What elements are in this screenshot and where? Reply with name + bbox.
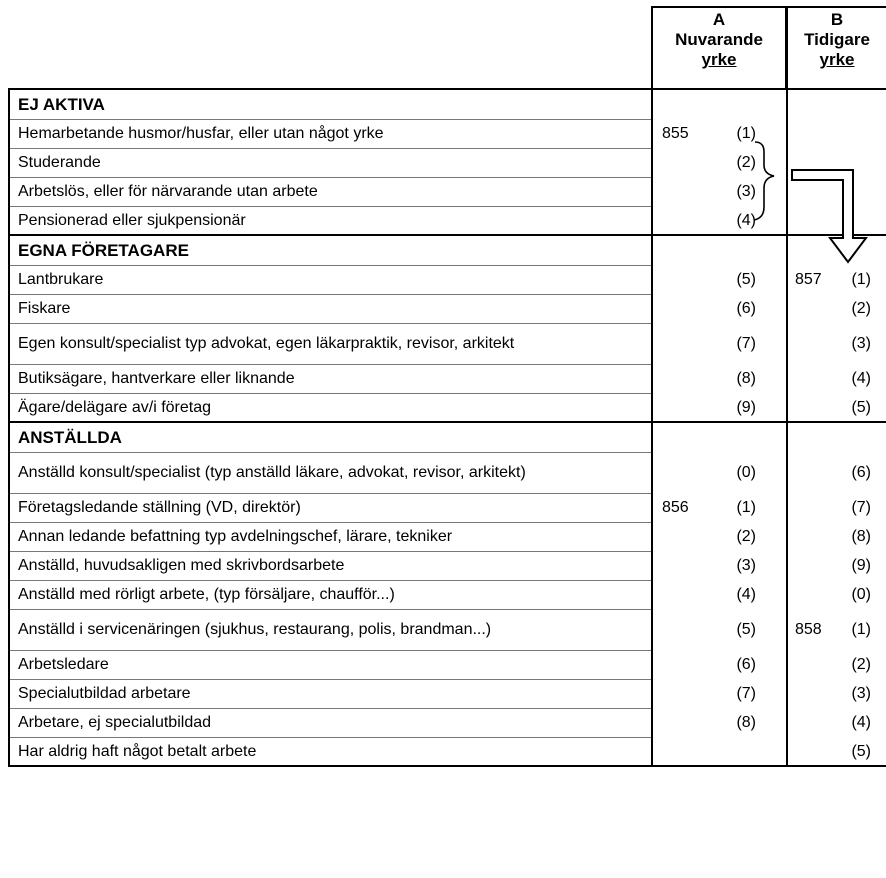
answer-code: (7) xyxy=(736,335,756,352)
row-label: Annan ledande befattning typ avdelningschef, lärare, tekniker xyxy=(9,522,652,551)
answer-code: (3) xyxy=(851,335,871,352)
answer-code: (5) xyxy=(736,271,756,288)
row-label: Butiksägare, hantverkare eller liknande xyxy=(9,364,652,393)
column-a-cell[interactable] xyxy=(652,708,787,737)
table-row xyxy=(9,452,886,493)
column-b-cell[interactable] xyxy=(787,364,886,393)
column-a-cell[interactable] xyxy=(652,393,787,422)
answer-code: (7) xyxy=(851,499,871,516)
table-row xyxy=(9,679,886,708)
column-a-cell[interactable] xyxy=(652,323,787,364)
column-a-cell[interactable] xyxy=(652,206,787,235)
table-row xyxy=(9,177,886,206)
variable-code: 855 xyxy=(662,125,689,142)
column-a-cell[interactable] xyxy=(652,177,787,206)
answer-code: (0) xyxy=(736,464,756,481)
answer-code: (2) xyxy=(736,154,756,171)
answer-code: (6) xyxy=(736,300,756,317)
table-row xyxy=(9,708,886,737)
column-a-cell[interactable] xyxy=(652,265,787,294)
answer-code: (6) xyxy=(736,656,756,673)
answer-code: (4) xyxy=(851,370,871,387)
column-b-cell[interactable] xyxy=(787,609,886,650)
variable-code: 856 xyxy=(662,499,689,516)
column-b-cell[interactable] xyxy=(787,323,886,364)
column-a-cell[interactable] xyxy=(652,119,787,148)
row-label: Har aldrig haft något betalt arbete xyxy=(9,737,652,766)
column-a-cell[interactable] xyxy=(652,522,787,551)
table-row xyxy=(9,294,886,323)
column-b-cell[interactable] xyxy=(787,294,886,323)
answer-code: (3) xyxy=(736,557,756,574)
column-b-cell[interactable] xyxy=(787,580,886,609)
answer-code: (2) xyxy=(851,300,871,317)
answer-code: (4) xyxy=(736,586,756,603)
row-label: Hemarbetande husmor/husfar, eller utan något yrke xyxy=(9,119,652,148)
column-a-cell[interactable] xyxy=(652,580,787,609)
table-row xyxy=(9,551,886,580)
column-b-cell xyxy=(787,89,886,119)
row-label: Fiskare xyxy=(9,294,652,323)
column-b-cell xyxy=(787,206,886,235)
answer-code: (2) xyxy=(736,528,756,545)
row-label: Arbetsledare xyxy=(9,650,652,679)
column-a-cell[interactable] xyxy=(652,551,787,580)
answer-code: (6) xyxy=(851,464,871,481)
table-row xyxy=(9,119,886,148)
column-b-cell[interactable] xyxy=(787,650,886,679)
answer-code: (3) xyxy=(851,685,871,702)
column-b-cell xyxy=(787,148,886,177)
answer-code: (3) xyxy=(736,183,756,200)
section-row xyxy=(9,422,886,452)
column-a-cell[interactable] xyxy=(652,148,787,177)
table-row xyxy=(9,522,886,551)
variable-code: 857 xyxy=(795,271,822,288)
answer-code: (9) xyxy=(851,557,871,574)
table-row xyxy=(9,650,886,679)
column-a-title: Nuvarande xyxy=(675,30,763,49)
row-label: Specialutbildad arbetare xyxy=(9,679,652,708)
column-a-cell[interactable] xyxy=(652,679,787,708)
section-heading: EGNA FÖRETAGARE xyxy=(9,235,652,265)
column-a-cell[interactable] xyxy=(652,650,787,679)
column-b-cell[interactable] xyxy=(787,737,886,766)
variable-code: 858 xyxy=(795,621,822,638)
answer-code: (1) xyxy=(851,271,871,288)
column-b-header xyxy=(786,6,886,88)
column-a-cell[interactable] xyxy=(652,294,787,323)
row-label: Arbetslös, eller för närvarande utan arbete xyxy=(9,177,652,206)
answer-code: (1) xyxy=(736,499,756,516)
table-row xyxy=(9,493,886,522)
column-a-cell xyxy=(652,89,787,119)
column-a-cell[interactable] xyxy=(652,452,787,493)
answer-code: (2) xyxy=(851,656,871,673)
answer-code: (8) xyxy=(851,528,871,545)
answer-code: (5) xyxy=(736,621,756,638)
answer-code: (1) xyxy=(851,621,871,638)
table-row xyxy=(9,609,886,650)
row-label: Anställd i servicenäringen (sjukhus, restaurang, polis, brandman...) xyxy=(9,609,652,650)
row-label: Anställd med rörligt arbete, (typ försäljare, chaufför...) xyxy=(9,580,652,609)
table-row xyxy=(9,206,886,235)
row-label: Egen konsult/specialist typ advokat, egen läkarpraktik, revisor, arkitekt xyxy=(9,323,652,364)
answer-code: (5) xyxy=(851,742,871,760)
row-label: Arbetare, ej specialutbildad xyxy=(9,708,652,737)
column-b-cell[interactable] xyxy=(787,522,886,551)
row-label: Anställd, huvudsakligen med skrivbordsarbete xyxy=(9,551,652,580)
row-label: Anställd konsult/specialist (typ anställd läkare, advokat, revisor, arkitekt) xyxy=(9,452,652,493)
answer-code: (4) xyxy=(736,211,756,229)
answer-code: (7) xyxy=(736,685,756,702)
section-heading: ANSTÄLLDA xyxy=(9,422,652,452)
answer-code: (4) xyxy=(851,714,871,731)
column-a-cell xyxy=(652,235,787,265)
column-b-letter: B xyxy=(830,10,844,29)
section-row xyxy=(9,235,886,265)
table-row xyxy=(9,393,886,422)
table-row xyxy=(9,265,886,294)
column-a-cell[interactable] xyxy=(652,364,787,393)
section-heading: EJ AKTIVA xyxy=(9,89,652,119)
table-row xyxy=(9,737,886,766)
column-b-cell[interactable] xyxy=(787,265,886,294)
column-b-cell xyxy=(787,119,886,148)
row-label: Lantbrukare xyxy=(9,265,652,294)
column-b-cell[interactable] xyxy=(787,679,886,708)
answer-code: (0) xyxy=(851,586,871,603)
answer-code: (8) xyxy=(736,370,756,387)
column-a-cell[interactable] xyxy=(652,609,787,650)
table-row xyxy=(9,580,886,609)
table-row xyxy=(9,323,886,364)
column-b-cell xyxy=(787,177,886,206)
answer-code: (9) xyxy=(736,398,756,416)
column-a-cell[interactable] xyxy=(652,493,787,522)
column-b-cell[interactable] xyxy=(787,493,886,522)
answer-code: (8) xyxy=(736,714,756,731)
occupation-table xyxy=(8,88,886,767)
row-label: Ägare/delägare av/i företag xyxy=(9,393,652,422)
row-label: Studerande xyxy=(9,148,652,177)
column-b-cell[interactable] xyxy=(787,708,886,737)
column-a-cell xyxy=(652,422,787,452)
table-row xyxy=(9,364,886,393)
column-b-title: Tidigare xyxy=(804,30,870,49)
table-row xyxy=(9,148,886,177)
column-a-header xyxy=(651,6,787,88)
column-b-cell xyxy=(787,422,886,452)
row-label: Företagsledande ställning (VD, direktör) xyxy=(9,493,652,522)
answer-code: (1) xyxy=(736,125,756,142)
column-b-cell[interactable] xyxy=(787,393,886,422)
column-a-cell xyxy=(652,737,787,766)
column-b-subtitle: yrke xyxy=(819,50,855,69)
answer-code: (5) xyxy=(851,398,871,416)
column-b-cell[interactable] xyxy=(787,551,886,580)
column-a-letter: A xyxy=(712,10,726,29)
column-b-cell[interactable] xyxy=(787,452,886,493)
column-b-cell xyxy=(787,235,886,265)
row-label: Pensionerad eller sjukpensionär xyxy=(9,206,652,235)
column-a-subtitle: yrke xyxy=(701,50,737,69)
section-row xyxy=(9,89,886,119)
